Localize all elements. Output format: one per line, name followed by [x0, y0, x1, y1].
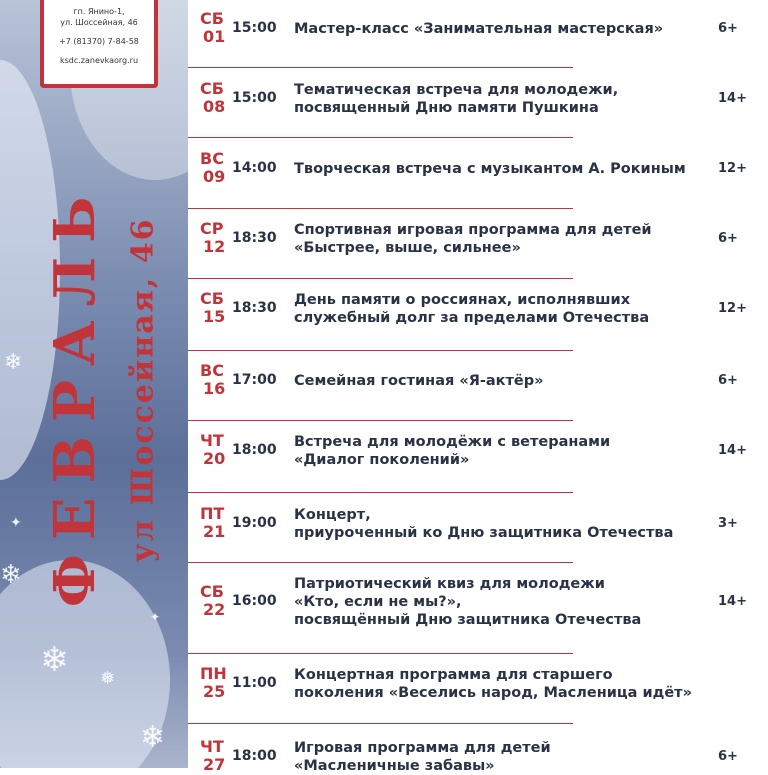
decorative-panel: [0, 0, 188, 768]
event-title: [294, 575, 714, 629]
row-divider: [188, 723, 573, 724]
row-divider: [188, 208, 573, 209]
event-title: [294, 506, 714, 542]
event-time: 15:00: [232, 20, 277, 36]
snowflake-icon: ❄: [40, 640, 69, 680]
event-schedule: [188, 0, 768, 774]
event-title-line: посвященный Дню памяти Пушкина: [294, 100, 599, 116]
contact-card: [40, 0, 158, 88]
event-title-line: служебный долг за пределами Отечества: [294, 310, 650, 326]
event-date: 15: [203, 307, 226, 326]
event-weekday: ПТ: [200, 504, 225, 523]
event-weekday: ВС: [200, 361, 224, 380]
row-divider: [188, 137, 573, 138]
event-date: 22: [203, 600, 226, 619]
event-title-line: поколения «Веселись народ, Масленица идёт»: [294, 685, 692, 701]
event-time: 18:30: [232, 300, 277, 316]
street-title: ул Шоссейная, 46: [125, 217, 161, 563]
event-weekday: СБ: [200, 9, 224, 28]
event-title-line: «Быстрее, выше, сильнее»: [294, 240, 521, 256]
event-weekday: ЧТ: [200, 737, 224, 756]
event-time: 18:00: [232, 442, 277, 458]
event-time: 18:00: [232, 748, 277, 764]
event-time: 19:00: [232, 515, 277, 531]
event-time: 15:00: [232, 90, 277, 106]
event-title-line: Игровая программа для детей: [294, 740, 551, 756]
event-title-line: «Масленичные забавы»: [294, 758, 495, 774]
event-time: 17:00: [232, 372, 277, 388]
event-title: [294, 81, 714, 117]
event-date: 08: [203, 97, 226, 116]
event-weekday: СР: [200, 219, 224, 238]
event-title-line: Семейная гостиная «Я-актёр»: [294, 373, 544, 389]
age-rating: 14+: [718, 443, 747, 458]
row-divider: [188, 278, 573, 279]
age-rating: 14+: [718, 91, 747, 106]
age-rating: 14+: [718, 594, 747, 609]
event-title-line: приуроченный ко Дню защитника Отечества: [294, 525, 674, 541]
event-title-line: День памяти о россиянах, исполнявших: [294, 292, 631, 308]
event-time: 11:00: [232, 675, 277, 691]
event-date: 12: [203, 237, 226, 256]
event-title-line: посвящённый Дню защитника Отечества: [294, 612, 642, 628]
event-title: [294, 666, 714, 702]
event-time: 14:00: [232, 160, 277, 176]
event-date: 21: [203, 522, 226, 541]
row-divider: [188, 420, 573, 421]
row-divider: [188, 492, 573, 493]
snowflake-icon: ❅: [100, 668, 116, 689]
website-link[interactable]: ksdc.zanevkaorg.ru: [59, 56, 139, 65]
event-title-line: Тематическая встреча для молодежи,: [294, 82, 619, 98]
snowflake-icon: ❄: [140, 720, 166, 755]
snowflake-icon: ❄: [4, 350, 23, 375]
event-title: [294, 20, 714, 38]
event-title: [294, 160, 714, 178]
event-title-line: Концертная программа для старшего: [294, 667, 613, 683]
event-title: [294, 221, 714, 257]
age-rating: 3+: [718, 516, 738, 531]
event-title: [294, 291, 714, 327]
age-rating: 6+: [718, 231, 738, 246]
event-title-line: Мастер-класс «Занимательная мастерская»: [294, 21, 664, 37]
event-date: 25: [203, 682, 226, 701]
age-rating: 6+: [718, 21, 738, 36]
event-weekday: СБ: [200, 79, 224, 98]
age-rating: 12+: [718, 161, 747, 176]
event-title: [294, 739, 714, 775]
age-rating: 12+: [718, 301, 747, 316]
event-weekday: СБ: [200, 289, 224, 308]
event-date: 01: [203, 27, 226, 46]
event-date: 20: [203, 449, 226, 468]
event-weekday: СБ: [200, 582, 224, 601]
event-title: [294, 433, 714, 469]
event-time: 16:00: [232, 593, 277, 609]
event-title-line: Патриотический квиз для молодежи: [294, 576, 605, 592]
event-title-line: Встреча для молодёжи с ветеранами: [294, 434, 611, 450]
month-title: ФЕВРАЛЬ: [42, 182, 108, 608]
row-divider: [188, 653, 573, 654]
event-date: 27: [203, 755, 226, 774]
event-weekday: ПН: [200, 664, 227, 683]
row-divider: [188, 67, 573, 68]
address-line: ул. Шоссейная, 46: [60, 18, 138, 27]
row-divider: [188, 350, 573, 351]
address-line: гп. Янино-1,: [73, 7, 125, 16]
event-title-line: Концерт,: [294, 507, 371, 523]
event-time: 18:30: [232, 230, 277, 246]
phone-number: +7 (81370) 7-84-58: [59, 37, 139, 46]
age-rating: 6+: [718, 373, 738, 388]
event-title-line: Спортивная игровая программа для детей: [294, 222, 652, 238]
event-weekday: ВС: [200, 149, 224, 168]
event-date: 16: [203, 379, 226, 398]
event-title-line: «Кто, если не мы?»,: [294, 594, 462, 610]
age-rating: 6+: [718, 749, 738, 764]
event-title: [294, 372, 714, 390]
snowflake-icon: ❄: [0, 560, 22, 590]
event-weekday: ЧТ: [200, 431, 224, 450]
snowflake-icon: ✦: [10, 515, 22, 531]
event-title-line: «Диалог поколений»: [294, 452, 470, 468]
row-divider: [188, 562, 573, 563]
snowflake-icon: ✦: [150, 610, 161, 624]
event-title-line: Творческая встреча с музыкантом А. Рокиным: [294, 161, 686, 177]
event-date: 09: [203, 167, 226, 186]
